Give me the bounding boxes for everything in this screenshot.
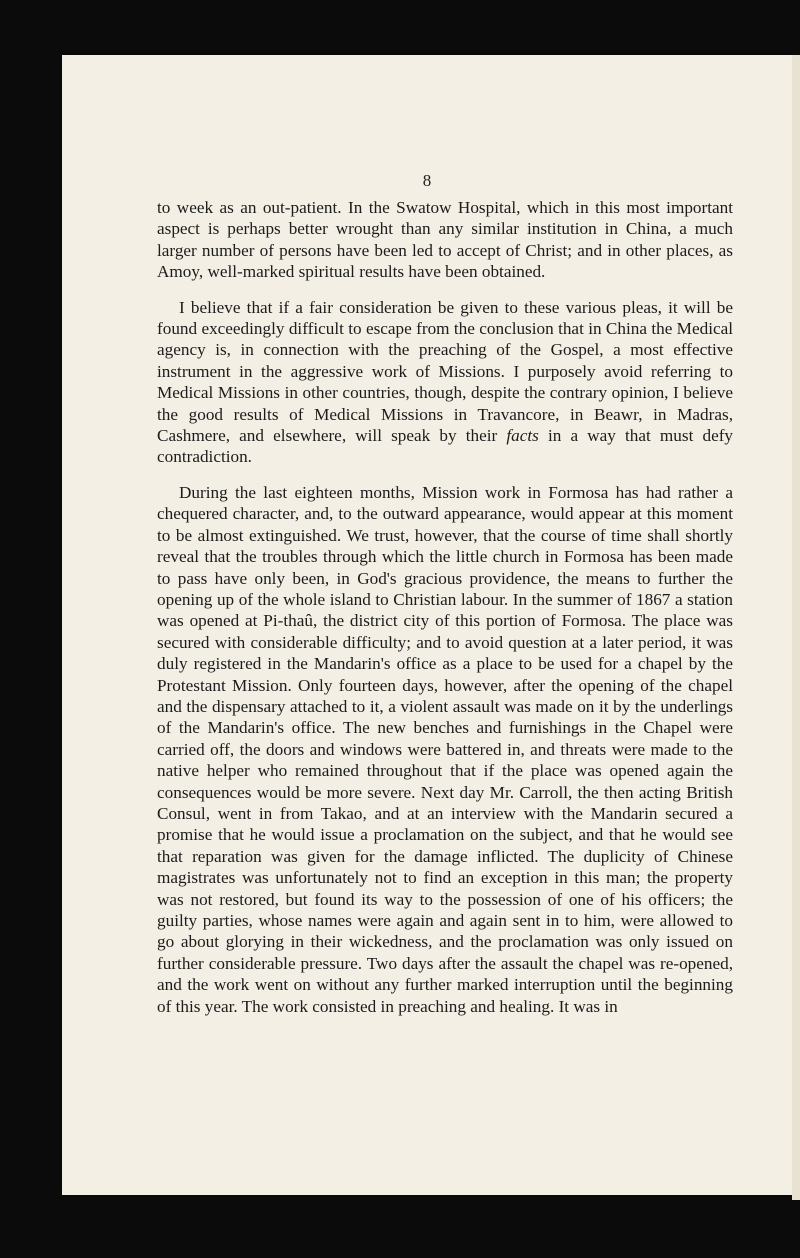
book-page — [62, 55, 792, 1195]
paragraph-3: During the last eighteen months, Mission work in Formosa has had rather a chequered character, and, to the outward appearance, would appear at this moment to be almost extinguished. We trust, however, that the course of time shall shortly reveal that the troubles through which the little church in Formosa has been made to pass have only been, in God's gracious providence, the means to further the opening up of the whole island to Christian labour. In the summer of 1867 a station was opened at Pi-thaû, the district city of this portion of Formosa. The place was secured with considerable difficulty; and to avoid question at a later period, it was duly registered in the Mandarin's office as a place to be used for a chapel by the Protestant Mission. Only fourteen days, however, after the opening of the chapel and the dispensary attached to it, a violent assault was made on it by the underlings of the Mandarin's office. The new benches and furnishings in the Chapel were carried off, the doors and windows were battered in, and threats were made to the native helper who remained throughout that if the place was opened again the consequences would be more severe. Next day Mr. Carroll, the then acting British Consul, went in from Takao, and at an interview with the Mandarin secured a promise that he would issue a proclamation on the subject, and that he would see that reparation was given for the damage inflicted. The duplicity of Chinese magistrates was unfortunately not to find an exception in this man; the property was not restored, but found its way to the possession of one of his officers; the guilty parties, whose names were again and again sent in to him, were allowed to go about glorying in their wickedness, and the proclamation was only issued on further considerable pressure. Two days after the assault the chapel was re-opened, and the work went on without any further marked interruption until the beginning of this year. The work consisted in preaching and healing. It was in — [157, 482, 733, 1016]
paragraph-2 — [157, 297, 733, 468]
emphasis-facts: facts — [506, 426, 539, 446]
paragraph-2-tail: in a way that must defy contradiction. — [157, 426, 734, 467]
page-edge — [792, 55, 800, 1200]
paragraph-1: to week as an out-patient. In the Swatow Hospital, which in this most important aspect is perhaps better wrought than any similar institution in China, a much larger number of persons have been led to accept of Christ; and in other places, as Amoy, well-marked spiritual results have been obtained. — [157, 198, 733, 282]
paragraph-2-text: I believe that if a fair consideration be given to these various pleas, it will be found exceedingly difficult to escape from the conclusion that in China the Medical agency is, in connection with the preaching of the Gospel, a most effective instrument in the aggressive work of Missions. I purposely avoid referring to Medical Missions in other countries, though, despite the contrary opinion, I believe the good results of Medical Missions in Travancore, in Beawr, in Madras, Cashmere, and elsewhere, will speak by their — [157, 297, 733, 446]
body-text — [157, 197, 733, 1017]
page-number: 8 — [422, 171, 432, 190]
